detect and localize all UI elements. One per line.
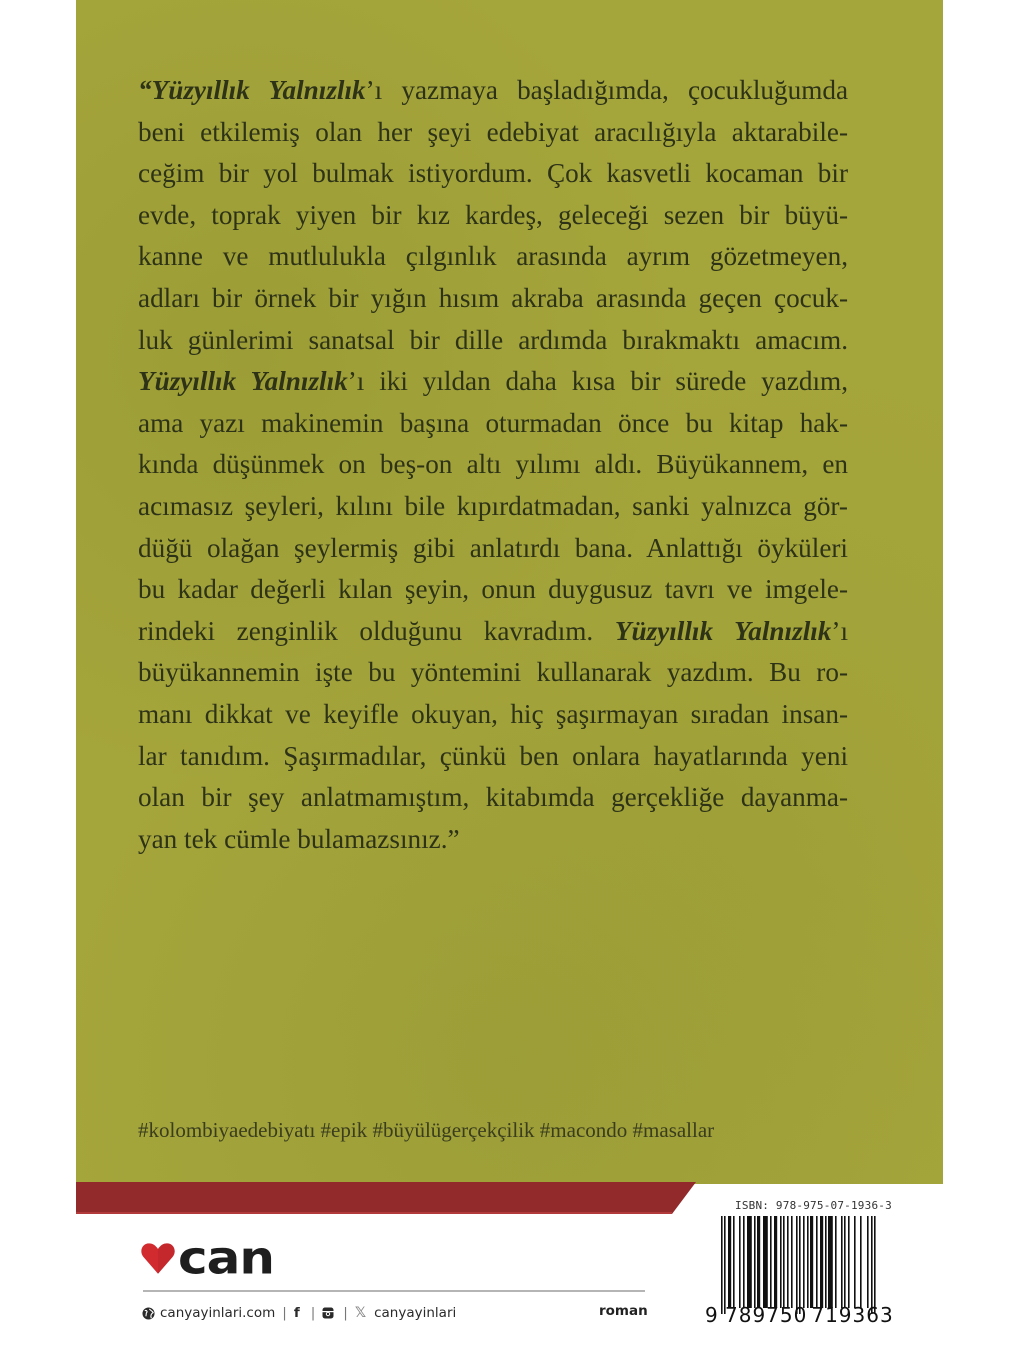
- quote-line: düğü olağan şeylermiş gibi anlatırdı bana. Anlattığı öyküleri: [138, 532, 848, 563]
- quote-line: lar tanıdım. Şaşırmadılar, çünkü ben onlara hayatlarında yeni: [138, 740, 848, 771]
- quote-line: kanne ve mutlulukla çılgınlık arasında ayrım gözetmeyen,: [138, 241, 848, 272]
- quote-line: adları bir örnek bir yığın hısım akraba arasında geçen çocuk-: [138, 282, 848, 313]
- book-title-italic: “Yüzyıllık Yalnızlık: [138, 75, 366, 105]
- book-back-cover: [76, 0, 943, 1360]
- quote-line: luk günlerimi sanatsal bir dille ardımda bırakmaktı amacım.: [138, 324, 848, 355]
- barcode-digits: [705, 1303, 894, 1327]
- globe-icon: [142, 1307, 155, 1320]
- quote-line: ama yazı makinemin başına oturmadan önce bu kitap hak-: [138, 407, 848, 438]
- quote-text: rindeki zenginlik olduğunu kavradım.: [138, 615, 615, 646]
- quote-line: beni etkilemiş olan her şeyi edebiyat aracılığıyla aktarabile-: [138, 116, 848, 147]
- facebook-icon[interactable]: f: [293, 1305, 300, 1321]
- barcode-digit-group: 789750: [725, 1303, 808, 1327]
- separator: |: [343, 1305, 348, 1321]
- instagram-icon[interactable]: [322, 1307, 334, 1319]
- quote-text: ’ı: [831, 615, 848, 646]
- quote-line: evde, toprak yiyen bir kız kardeş, geleceği sezen bir büyü-: [138, 199, 848, 230]
- website-link[interactable]: canyayinlari.com: [160, 1305, 276, 1321]
- cover-background: [76, 0, 943, 1184]
- heart-icon: [140, 1240, 176, 1276]
- quote-line: manı dikkat ve keyifle okuyan, hiç şaşırmayan sıradan insan-: [138, 698, 848, 729]
- logo-wordmark: can: [178, 1231, 274, 1285]
- quote-text: ’ı iki yıldan daha kısa bir sürede yazdım,: [347, 366, 848, 397]
- genre-label: roman: [599, 1303, 648, 1319]
- red-band: [76, 1182, 672, 1214]
- footer-divider: [143, 1290, 645, 1292]
- separator: |: [282, 1305, 287, 1321]
- quote-line: büyükannemin işte bu yöntemini kullanarak yazdım. Bu ro-: [138, 657, 848, 688]
- quote-line: yan tek cümle bulamazsınız.”: [138, 823, 460, 854]
- barcode-digit-group: 719363: [811, 1303, 894, 1327]
- book-title-italic: Yüzyıllık Yalnızlık: [138, 366, 348, 397]
- quote-line: [138, 70, 848, 112]
- quote-line: ceğim bir yol bulmak istiyordum. Çok kasvetli kocaman bir: [138, 158, 848, 189]
- quote-line: bu kadar değerli kılan şeyin, onun duygusuz tavrı ve imgele-: [138, 574, 848, 605]
- red-band-tip: [672, 1182, 696, 1214]
- social-links: [142, 1302, 456, 1324]
- quote-line: olan bir şey anlatmamıştım, kitabımda gerçekliğe dayanma-: [138, 782, 848, 813]
- separator: |: [310, 1305, 316, 1321]
- quote-line: kında düşünmek on beş-on altı yılımı aldı. Büyükannem, en: [138, 449, 848, 480]
- quote-line: [138, 361, 848, 403]
- x-icon[interactable]: 𝕏: [354, 1305, 367, 1321]
- barcode-digit-first: 9: [705, 1303, 719, 1327]
- publisher-logo: [140, 1231, 274, 1285]
- book-title-italic: Yüzyıllık Yalnızlık: [614, 615, 832, 646]
- quote-text: ’ı yazmaya başladığımda, çocukluğumda: [365, 75, 849, 105]
- quote-line: [138, 611, 848, 653]
- isbn-label: ISBN: 978-975-07-1936-3: [735, 1199, 892, 1212]
- quote-line: acımasız şeyleri, kılını bile kıpırdatmadan, sanki yalnızca gör-: [138, 490, 848, 521]
- barcode: [721, 1216, 876, 1314]
- x-handle[interactable]: canyayinlari: [374, 1305, 457, 1321]
- author-quote: [138, 70, 848, 860]
- isbn-barcode-block: [705, 1199, 894, 1334]
- hashtags: #kolombiyaedebiyatı #epik #büyülügerçekçilik #macondo #masallar: [138, 1118, 715, 1142]
